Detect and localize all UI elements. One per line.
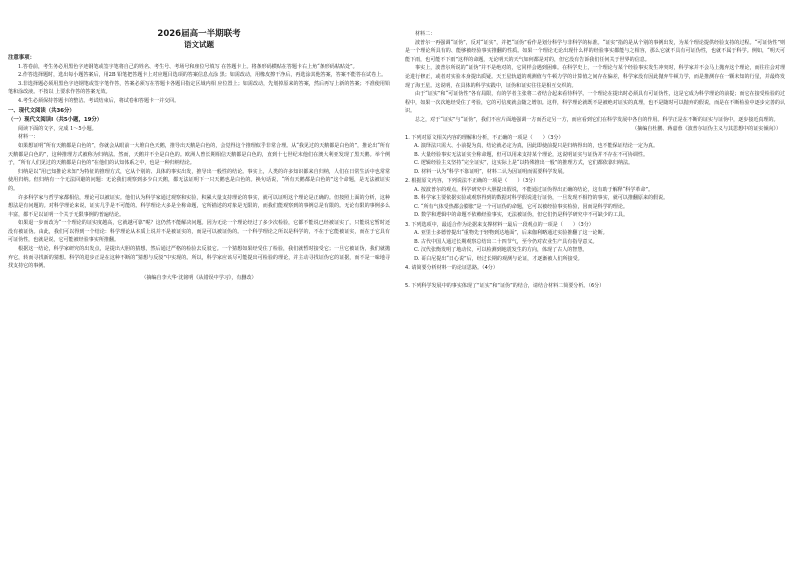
question-stem: 5. 下列科学发展中的事实体现了“证实”和“证伪”的结合，请结合材料二简要分析。（6分）: [405, 283, 605, 290]
question-option: B. 科学家主要依据实验或观察得到的数据对科学假说进行证伪，一旦发现不相符的事实，就可以推翻原来的假说。: [414, 195, 669, 202]
material-two-paragraph: 事实上，波普尔所说的“证伪”并不是绝对的，它同样会遇到困难。在科学史上，一个理论与某个经验事实发生冲突时，科学家并不会马上抛弃这个理论，而往往会对理论进行修正，或者对实验本身提出质疑。天王星轨道的观测值与牛顿力学的计算值之间存在偏差，科学家没有因此抛弃牛顿力学，而是推测存在一颗未知的行星，并最终发现了海王星。这说明，在具体的科学实践中，证伪和证实往往是相互交织的。: [405, 65, 785, 89]
material-two-paragraph: 由于“证实”和“可证伪性”各有局限，有的学者主张将二者结合起来看待科学。一个理论在提出时必须具有可证伪性，这是它成为科学理论的前提；而它在接受检验的过程中，如果一次次地经受住了考验，它的可信度就会随之增加。这样，科学理论就既不是被绝对证实的真理，也不是随时可以抛弃的假说，而是在不断检验中逐步完善的认识。: [405, 91, 785, 115]
material-one-paragraph: 归纳是以“用已知推论未知”为特征的推理方式，它从个别的、具体的事实出发，推导出一般性的结论。事实上，人类的许多知识都来自归纳，人们在日常生活中也常常使用归纳。但归纳有一个无法回避的问题：无论我们观察到多少白天鹅，都无法证明下一只天鹅也是白色的。换句话说，“所有天鹅都是白色的”这个命题，是无法被证实的。: [8, 168, 390, 192]
material-one-paragraph: 如果想证明“所有天鹅都是白色的”，你就会从眼前一大堆白色天鹅，推导出天鹅是白色的，会觉得这个推理似乎非常合理。从“我见过的天鹅都是白色的”，推论出“所有天鹅都是白色的”，这种推理方式被称为归纳法。然而，天鹅并不全是白色的。欧洲人曾长期相信天鹅都是白色的，直到十七世纪末他们在澳大利亚发现了黑天鹅。举个例子，“所有人们见过的天鹅都是白色的”在他们的认知体系之中，也是一种归纳结论。: [8, 142, 390, 167]
page-subtitle: 语文试题: [184, 40, 214, 49]
material-one-label: 材料一：: [18, 134, 39, 141]
note-item: 2.作答选择题时，选出每小题答案后，用2B 铅笔把答题卡上对应题目选项的答案信息点涂 黑；如需改动，用橡皮擦干净后，再选涂其他答案，答案不能答在试卷上。: [18, 72, 387, 79]
question-stem: 3. 下列选项中，最适合作为论据来支撑材料一最后一段观点的一项是（ ）（3分）: [405, 221, 594, 228]
note-item: 1.答卷前，考生务必用黑色字迹钢笔或签字笔将自己的姓名、考生号、考场号和座位号填写 在答题卡上。将条形码横贴在答题卡右上角“条形码粘贴处”。: [18, 63, 358, 70]
question-option: A. 按波普尔的观点，科学研究中大胆提出假说，不能通过证伪得出正确的结论，这有助于解释“科学革命”。: [414, 186, 654, 193]
question-option: C. 汉代张衡发明了地动仪，可以检测到地震发生的方向，体现了古人的智慧。: [414, 247, 588, 254]
material-one-paragraph: 许多科学家与哲学家都相信，理论可以被证实。他们认为科学家通过观察和实验，积累大量支持理论的事实，就可以证明这个理论是正确的。但按照上面的分析，这种想法是有问题的。对科学理论来说，证实几乎是不可能的。科学理论大多是全称命题，它所描述的对象是无限的，而我们能观察到的事例总是有限的。无论有限的事例多么丰富，都不足以证明一个关于无限事例的普遍结论。: [8, 194, 390, 218]
material-two-paragraph: 波普尔一再强调“证伪”，反对“证实”，并把“证伪”看作是划分科学与非科学的标准。“证实”指的是从个别的事例出发，为某个理论提供经验支持的过程。“可证伪性”则是一个理论所具有的、能够被经验事实推翻的性质。如果一个理论无论出现什么样的经验事实都能与之相容，那么它就不具有可证伪性，也就不属于科学。例如，“明天可能下雨，也可能不下雨”这样的命题，无论明天的天气如何都是对的，但它没有告诉我们任何关于世界的信息。: [405, 39, 785, 63]
question-stem: 1. 下列对原文相关内容的理解和分析，不正确的一项是（ ）（3分）: [405, 134, 564, 141]
notes-heading: 注意事项：: [8, 55, 35, 61]
question-option: B. 古代中国人通过长期观察总结出二十四节气，至今仍对农业生产具有指导意义。: [414, 238, 598, 245]
subsection-heading: （一）现代文阅读Ⅰ（共5小题，19分）: [8, 117, 103, 124]
left-column: [8, 28, 390, 282]
question-option: D. 数学和逻辑中的命题不依赖经验事实，无法被证伪，但它们仍是科学研究中不可缺少的工具。: [414, 212, 628, 219]
question-option: A. 演绎法只需大、小前提为真，结论就必定为真，因此即使前提只是归纳得出的，也不能保证结论一定为真。: [414, 143, 659, 150]
question-option: C. 逻辑经验主义坚持“完全证实”，这实际上是“以特殊推出一般”的推理方式，它们都依靠归纳法。: [414, 160, 634, 167]
material-two-source: （摘编自杜鹏、蒋嘉蓉《波普尔证伪主义与其思想中的证实倾向》）: [632, 125, 781, 132]
question-stem: 2. 根据原文内容，下列说法不正确的一项是（ ）（3分）: [405, 178, 539, 185]
material-one-paragraph: 如果退一步而改为“一个理论的证实度越高，它就越可靠”呢？这仍然不能解决问题。因为无论一个理论经过了多少次检验，它都不能说已经被证实了，只能说它暂时还没有被证伪。由此，我们可以得到一个结论：科学理论从本质上说并不是被证实的，而是可以被证伪的。一个科学理论之所以是科学的，不在于它能被证实，而在于它具有可证伪性，也就是说，它可能被经验事实所推翻。: [8, 220, 390, 244]
question-option: A. 亚里士多德曾提出“重物先于轻物到达地面”，后来伽利略通过实验推翻了这一论断。: [414, 230, 608, 237]
material-two-label: 材料二：: [415, 31, 436, 37]
question-option: D. 哥白尼提出“日心说”后，经过长期的观测与论证，才逐渐被人们所接受。: [414, 255, 583, 262]
reading-instruction: 阅读下面的文字，完成 1～5小题。: [18, 125, 97, 132]
section-heading: 一、现代文阅读（共36分）: [8, 107, 75, 114]
page-title: 2026届高一半期联考: [157, 29, 241, 39]
question-option: D. 材料一认为“科学不靠证明”，材料二认为因证明而需要科学发展。: [414, 169, 568, 175]
question-option: B. 大量经验事实无法证实全称命题，但可以用来支持某个理论，这说明证实与证伪并不存在不可协调性。: [414, 151, 649, 158]
note-item: 4.考生必须保持答题卡的整洁。考试结束后，将试卷和答题卡一并交回。: [18, 97, 180, 104]
material-one-source: （摘编自李大华·沈铭明《从错误中学习》，有删改）: [141, 274, 257, 281]
material-one-paragraph: 根据这一结论，科学家研究的出发点，是提出大胆的猜想，然后通过严格的检验去反驳它。一个猜想如果经受住了检验，我们就暂时接受它；一旦它被证伪，我们就抛弃它，转而寻找新的猜想。科学的进步正是在这种不断的“猜想与反驳”中实现的。所以，科学家应该尽可能提出可检验的理论，并主动寻找证伪它的证据，而不是一味地寻找支持它的事例。: [8, 246, 390, 270]
note-item: 3.非选择题必须用黑色字迹钢笔或签字笔作答，答案必须写在答题卡各题目指定区域内相 应位置上；如需改动，先划掉原来的答案，然后再写上新的答案；不准使用铅笔和涂改液。不按以 上要求作答的答案无效。: [8, 80, 390, 96]
material-two-paragraph: 总之，对于“证实”与“证伪”，我们不应片面地强调一方而否定另一方，而应看到它们在科学发展中各自的作用。科学正是在不断的证实与证伪中，逐步接近真理的。: [415, 116, 779, 123]
right-column: [405, 30, 785, 291]
question-option: C. “所有气体受热都会膨胀”是一个可证伪的命题，它可以被经验事实检验，因而是科学的理论。: [414, 203, 628, 210]
question-stem: 4. 请简要分析材料一的论证思路。（4分）: [405, 265, 498, 272]
